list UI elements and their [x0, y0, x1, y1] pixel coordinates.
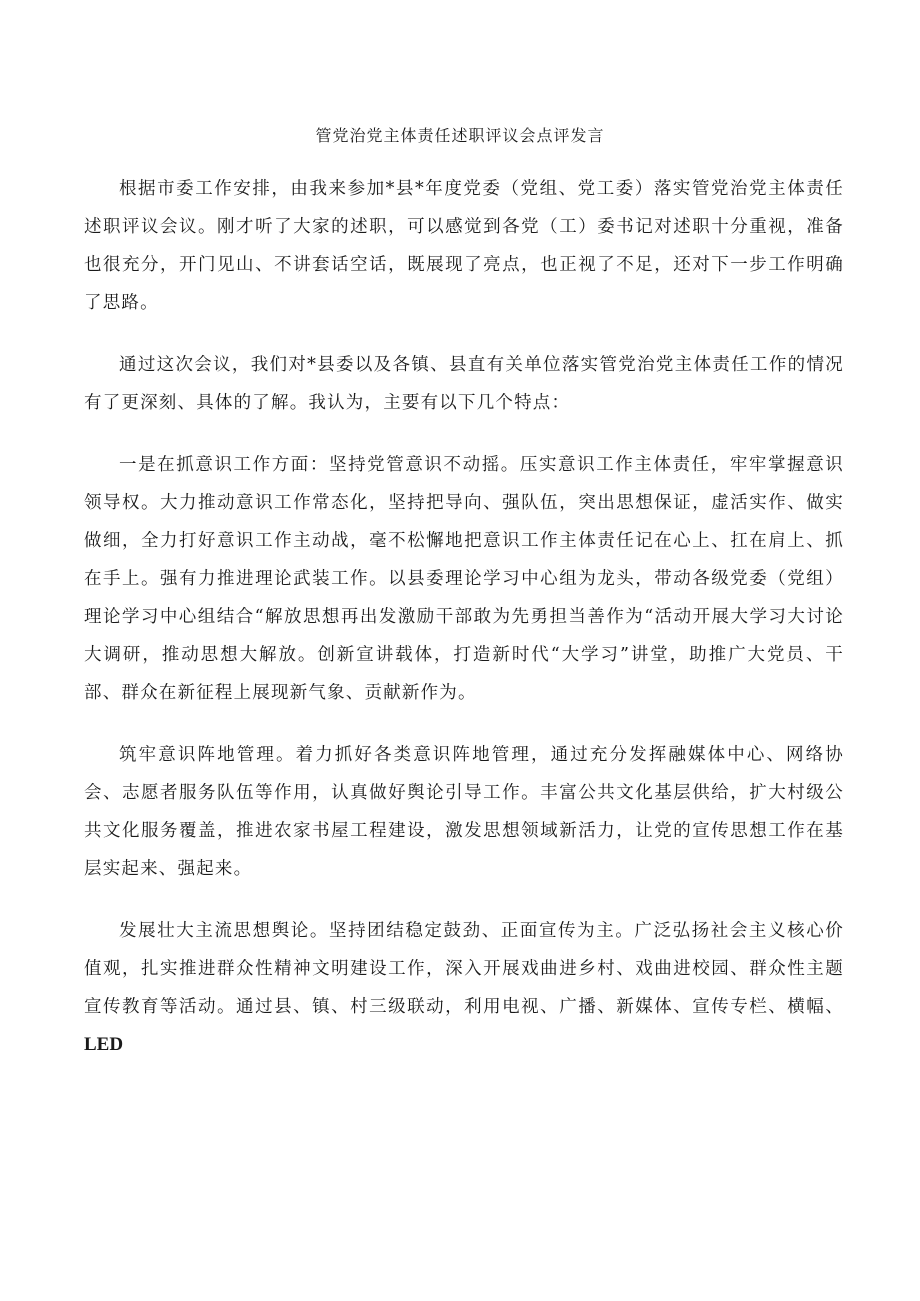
- led-term: LED: [84, 1034, 124, 1055]
- paragraph-position-management: 筑牢意识阵地管理。着力抓好各类意识阵地管理，通过充分发挥融媒体中心、网络协会、志愿者服务队伍等作用，认真做好舆论引导工作。丰富公共文化基层供给，扩大村级公共文化服务覆盖，推进农家书屋工程建设，激发思想领域新活力，让党的宣传思想工作在基层实起来、强起来。: [84, 745, 844, 879]
- paragraph-features-summary: 通过这次会议，我们对*县委以及各镇、县直有关单位落实管党治党主体责任工作的情况有了更深刻、具体的了解。我认为，主要有以下几个特点：: [84, 355, 844, 413]
- paragraph-intro: 根据市委工作安排，由我来参加*县*年度党委（党组、党工委）落实管党治党主体责任述职评议会议。刚才听了大家的述职，可以感觉到各党（工）委书记对述职十分重视，准备也很充分，开门见山、不讲套话空话，既展现了亮点，也正视了不足，还对下一步工作明确了思路。: [84, 179, 844, 313]
- paragraph-mainstream-opinion-text: 发展壮大主流思想舆论。坚持团结稳定鼓劲、正面宣传为主。广泛弘扬社会主义核心价值观，扎实推进群众性精神文明建设工作，深入开展戏曲进乡村、戏曲进校园、群众性主题宣传教育等活动。通过县、镇、村三级联动，利用电视、广播、新媒体、宣传专栏、横幅、: [84, 921, 844, 1017]
- document-title: 管党治党主体责任述职评议会点评发言: [315, 126, 605, 145]
- paragraph-mainstream-opinion: [84, 912, 844, 1064]
- document-body: [84, 170, 844, 1088]
- paragraph-ideology-work: 一是在抓意识工作方面：坚持党管意识不动摇。压实意识工作主体责任，牢牢掌握意识领导权。大力推动意识工作常态化，坚持把导向、强队伍，突出思想保证，虚活实作、做实做细，全力打好意识工作主动战，毫不松懈地把意识工作主体责任记在心上、扛在肩上、抓在手上。强有力推进理论武装工作。以县委理论学习中心组为龙头，带动各级党委（党组）理论学习中心组结合“解放思想再出发激励干部敢为先勇担当善作为“活动开展大学习大讨论大调研，推动思想大解放。创新宣讲载体，打造新时代“大学习”讲堂，助推广大党员、干部、群众在新征程上展现新气象、贡献新作为。: [84, 455, 844, 703]
